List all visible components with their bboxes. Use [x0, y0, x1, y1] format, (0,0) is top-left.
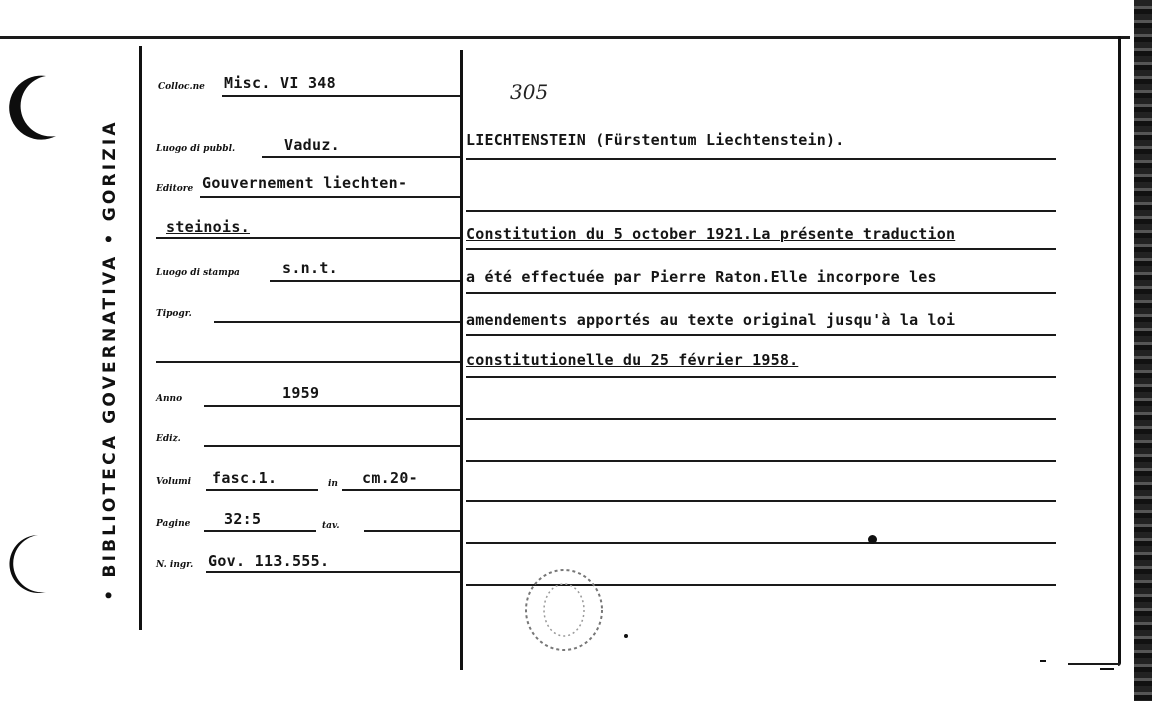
label-luogo-pubbl: Luogo di pubbl. [156, 144, 236, 154]
rule-right-7 [466, 418, 1056, 420]
label-tav: tav. [322, 521, 340, 531]
card-bottom-border-fragment [1068, 663, 1120, 665]
value-volumi: fasc.1. [212, 469, 278, 487]
value-editore-line1: Gouvernement liechten- [202, 174, 408, 192]
rule-right-2 [466, 210, 1056, 212]
rule-right-3 [466, 248, 1056, 250]
label-editore: Editore [156, 184, 194, 194]
ink-dot [868, 535, 877, 544]
rule-ediz [204, 445, 460, 447]
rule-right-9 [466, 500, 1056, 502]
small-dot [624, 634, 628, 638]
rule-formato [342, 489, 460, 491]
label-collocazione: Colloc.ne [158, 82, 205, 92]
rule-tav [364, 530, 460, 532]
rule-luogo-pubbl [262, 156, 460, 158]
rule-right-1 [466, 158, 1056, 160]
rule-volumi [206, 489, 318, 491]
library-stamp-text: • BIBLIOTECA GOVERNATIVA • GORIZIA [100, 119, 120, 601]
faint-oval-stamp [514, 566, 614, 656]
label-anno: Anno [156, 394, 183, 404]
title-heading: LIECHTENSTEIN (Fürstentum Liechtenstein). [466, 131, 845, 149]
value-anno: 1959 [282, 384, 320, 402]
value-n-ingr: Gov. 113.555. [208, 552, 330, 570]
card-top-border [0, 36, 1130, 39]
value-collocazione: Misc. VI 348 [224, 74, 336, 92]
label-n-ingr: N. ingr. [156, 560, 194, 570]
rule-collocazione [222, 95, 460, 97]
library-stamp [80, 80, 140, 640]
title-line-1: Constitution du 5 october 1921.La présente traduction [466, 225, 956, 243]
rule-editore-2 [156, 237, 460, 239]
rule-right-6 [466, 376, 1056, 378]
rule-extra [156, 361, 460, 363]
title-line-2: a été effectuée par Pierre Raton.Elle incorpore les [466, 268, 937, 286]
title-line-3: amendements apportés au texte original jusqu'à la loi [466, 311, 956, 329]
rule-right-8 [466, 460, 1056, 462]
rule-editore [200, 196, 460, 198]
label-tipogr: Tipogr. [156, 309, 192, 319]
crescent-punch-bottom [2, 532, 52, 596]
value-luogo-pubbl: Vaduz. [284, 136, 340, 154]
value-editore-line2: steinois. [166, 218, 250, 236]
rule-luogo-stampa [270, 280, 460, 282]
left-margin-line [139, 46, 142, 630]
speck-2 [1100, 668, 1114, 670]
label-pagine: Pagine [156, 519, 191, 529]
label-in: in [328, 479, 338, 489]
title-line-4: constitutionelle du 25 février 1958. [466, 351, 799, 369]
catalog-number-mark: 305 [510, 80, 549, 104]
label-luogo-stampa: Luogo di stampa [156, 268, 240, 278]
value-luogo-stampa: s.n.t. [282, 259, 338, 277]
speck-1 [1040, 660, 1046, 662]
rule-pagine [204, 530, 316, 532]
value-pagine: 32:5 [224, 510, 262, 528]
crescent-punch-top [2, 72, 62, 142]
value-formato: cm.20- [362, 469, 418, 487]
rule-n-ingr [206, 571, 460, 573]
center-divider-line [460, 50, 463, 670]
rule-right-4 [466, 292, 1056, 294]
rule-tipogr [214, 321, 460, 323]
label-ediz: Ediz. [156, 434, 181, 444]
rule-right-10 [466, 542, 1056, 544]
card-right-edge-dark [1134, 0, 1152, 701]
label-volumi: Volumi [156, 477, 192, 487]
rule-anno [204, 405, 460, 407]
rule-right-5 [466, 334, 1056, 336]
card-right-border [1118, 36, 1121, 666]
